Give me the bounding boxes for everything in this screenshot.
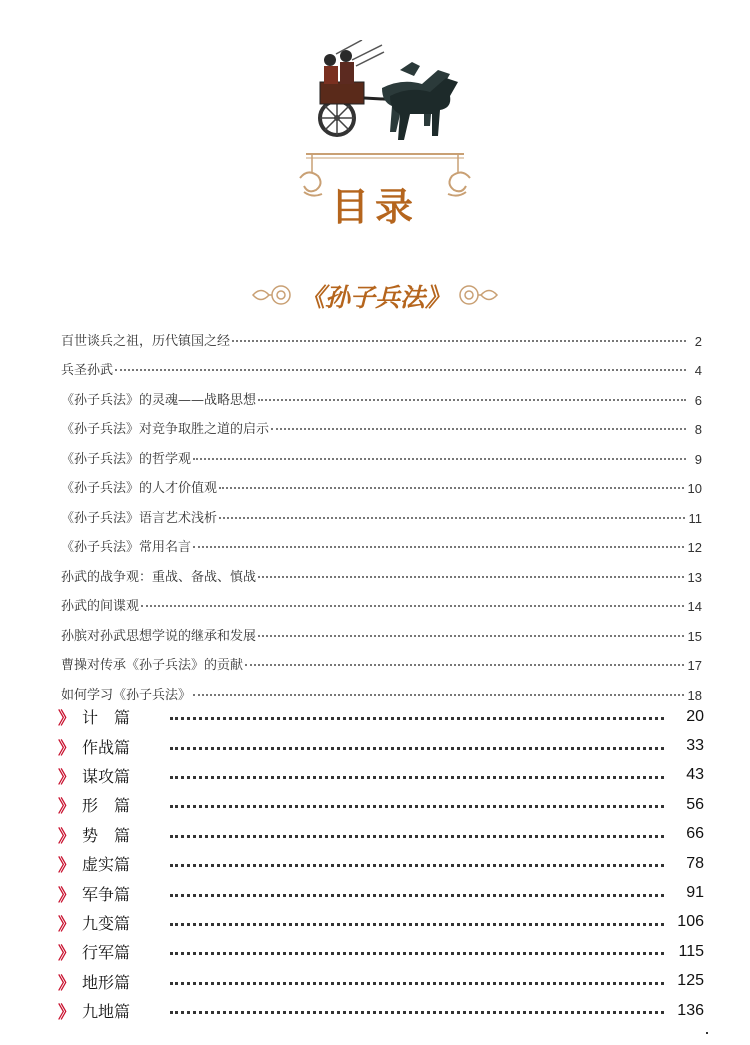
toc-entry[interactable]	[61, 496, 702, 526]
chariot-icon	[312, 40, 462, 144]
toc-entry[interactable]	[61, 555, 702, 585]
toc-entry[interactable]	[61, 673, 702, 703]
chapter-entry[interactable]	[58, 790, 704, 819]
chapter-page: 125	[677, 972, 704, 990]
dot-leader	[232, 340, 686, 342]
toc-entry-page: 4	[694, 363, 702, 378]
chapter-page: 106	[677, 913, 704, 931]
dot-leader	[258, 399, 686, 401]
toc-entry-title: 《孙子兵法》语言艺术浅析	[61, 510, 218, 526]
chapter-entry[interactable]	[58, 908, 704, 937]
toc-entry-title: 曹操对传承《孙子兵法》的贡献	[61, 658, 244, 673]
chapter-toc-list	[58, 702, 704, 1025]
chevron-right-icon: 》	[58, 856, 75, 877]
intro-toc-list	[61, 319, 702, 703]
toc-entry[interactable]	[61, 437, 702, 467]
dot-leader	[115, 369, 686, 371]
toc-entry-title: 《孙子兵法》对竞争取胜之道的启示	[61, 422, 270, 437]
toc-entry[interactable]	[61, 585, 702, 615]
toc-entry[interactable]	[61, 526, 702, 556]
chapter-entry[interactable]	[58, 996, 704, 1025]
toc-entry[interactable]	[61, 614, 702, 644]
chapter-page: 20	[686, 707, 704, 725]
chapter-title: 势 篇	[82, 825, 131, 845]
chapter-page: 136	[677, 1001, 704, 1019]
chapter-title: 九变篇	[82, 913, 131, 933]
chevron-right-icon: 》	[58, 944, 75, 965]
dot-leader	[170, 923, 664, 926]
chapter-title: 地形篇	[82, 972, 131, 992]
chevron-right-icon: 》	[58, 885, 75, 906]
dot-leader	[170, 894, 664, 897]
chevron-right-icon: 》	[58, 973, 75, 994]
chapter-page: 66	[686, 825, 704, 843]
chapter-entry[interactable]	[58, 731, 704, 760]
toc-entry[interactable]	[61, 319, 702, 349]
toc-entry-title: 《孙子兵法》常用名言	[61, 540, 192, 555]
dot-leader	[258, 635, 684, 637]
toc-entry-page: 2	[694, 333, 702, 349]
toc-entry-title: 孙武的战争观：重战、备战、慎战	[61, 569, 257, 585]
chapter-entry[interactable]	[58, 702, 704, 731]
toc-entry[interactable]	[61, 644, 702, 674]
chevron-right-icon: 》	[58, 826, 75, 847]
dot-leader	[170, 717, 664, 720]
chevron-right-icon: 》	[58, 1003, 75, 1024]
toc-entry-page: 15	[687, 628, 702, 644]
toc-entry-title: 如何学习《孙子兵法》	[61, 687, 192, 703]
toc-entry-page: 10	[687, 481, 702, 496]
chapter-page: 78	[686, 854, 704, 872]
dot-leader	[193, 694, 684, 696]
chevron-right-icon: 》	[58, 767, 75, 788]
dot-leader	[170, 1011, 664, 1014]
dot-leader	[193, 546, 684, 548]
toc-entry-page: 14	[687, 599, 702, 614]
chevron-right-icon: 》	[58, 797, 75, 818]
chapter-title: 虚实篇	[82, 855, 131, 875]
chevron-right-icon: 》	[58, 738, 75, 759]
dot-leader	[193, 458, 686, 460]
dot-leader	[271, 428, 686, 430]
chapter-title: 作战篇	[82, 737, 131, 757]
toc-entry-page: 8	[694, 422, 702, 437]
dot-leader	[170, 747, 664, 750]
toc-entry[interactable]	[61, 408, 702, 438]
dot-leader	[170, 805, 664, 808]
toc-entry[interactable]	[61, 467, 702, 497]
toc-entry-title: 《孙子兵法》的人才价值观	[61, 481, 218, 496]
dot-leader	[141, 605, 684, 607]
toc-entry-page: 18	[687, 687, 702, 703]
toc-entry[interactable]	[61, 349, 702, 379]
chapter-entry[interactable]	[58, 849, 704, 878]
chapter-page: 115	[678, 942, 704, 960]
cloud-ornament-icon	[455, 282, 499, 308]
dot-leader	[170, 835, 664, 838]
section-heading	[0, 278, 750, 312]
chapter-entry[interactable]	[58, 937, 704, 966]
page-title: 目录	[330, 184, 419, 229]
chapter-page: 56	[686, 795, 704, 813]
chapter-title: 形 篇	[82, 796, 131, 816]
dot-leader	[219, 517, 684, 519]
chapter-entry[interactable]	[58, 878, 704, 907]
dot-leader	[170, 982, 664, 985]
page-mark	[706, 1032, 708, 1034]
chapter-page: 33	[686, 737, 704, 755]
dot-leader	[219, 487, 684, 489]
toc-entry-page: 12	[687, 540, 702, 555]
toc-entry-title: 孙武的间谍观	[61, 599, 140, 614]
chapter-title: 计 篇	[82, 708, 131, 728]
dot-leader	[170, 776, 664, 779]
toc-entry-title: 百世谈兵之祖，历代镇国之经	[61, 333, 231, 349]
dot-leader	[258, 576, 684, 578]
toc-entry-page: 9	[694, 451, 702, 467]
chapter-title: 谋攻篇	[82, 766, 131, 786]
dot-leader	[170, 864, 664, 867]
toc-entry-page: 13	[687, 569, 702, 585]
chapter-entry[interactable]	[58, 761, 704, 790]
toc-entry-page: 11	[688, 510, 702, 526]
chapter-entry[interactable]	[58, 967, 704, 996]
section-title: 《孙子兵法》	[299, 283, 450, 312]
toc-entry-page: 6	[694, 392, 702, 408]
chapter-title: 九地篇	[82, 1002, 131, 1022]
chapter-entry[interactable]	[58, 820, 704, 849]
chapter-title: 军争篇	[82, 884, 131, 904]
toc-entry-page: 17	[687, 658, 702, 673]
toc-entry-title: 兵圣孙武	[61, 363, 114, 378]
dot-leader	[170, 952, 664, 955]
dot-leader	[245, 664, 684, 666]
chapter-page: 43	[686, 766, 704, 784]
chevron-right-icon: 》	[58, 914, 75, 935]
chevron-right-icon: 》	[58, 709, 75, 730]
toc-entry-title: 孙膑对孙武思想学说的继承和发展	[61, 628, 257, 644]
chapter-title: 行军篇	[82, 943, 131, 963]
toc-entry-title: 《孙子兵法》的哲学观	[61, 451, 192, 467]
toc-entry[interactable]	[61, 378, 702, 408]
chapter-page: 91	[686, 884, 704, 902]
toc-entry-title: 《孙子兵法》的灵魂——战略思想	[61, 392, 257, 408]
